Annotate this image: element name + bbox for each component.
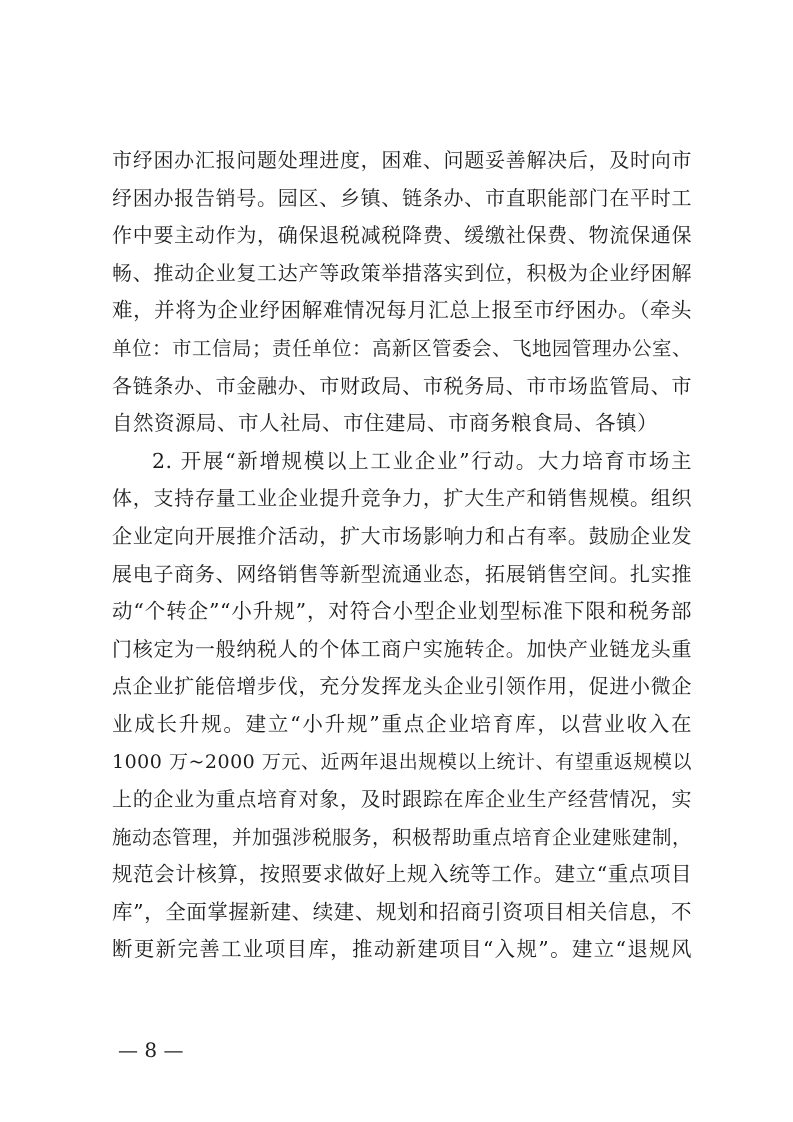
text-line: 畅、推动企业复工达产等政策举措落实到位，积极为企业纾困解 bbox=[112, 260, 692, 285]
paragraph-start-line: 2. 开展“新增规模以上工业企业”行动。大力培育市场主 bbox=[152, 448, 692, 473]
text-line: 点企业扩能倍增步伐，充分发挥龙头企业引领作用，促进小微企 bbox=[112, 674, 692, 699]
text-line: 库”，全面掌握新建、续建、规划和招商引资项目相关信息，不 bbox=[112, 899, 692, 924]
text-line: 市纾困办汇报问题处理进度，困难、问题妥善解决后，及时向市 bbox=[112, 148, 692, 172]
text-line: 规范会计核算，按照要求做好上规入统等工作。建立“重点项目 bbox=[112, 862, 692, 887]
text-line: 动“个转企”“小升规”，对符合小型企业划型标准下限和税务部 bbox=[112, 599, 692, 624]
text-line: 企业定向开展推介活动，扩大市场影响力和占有率。鼓励企业发 bbox=[112, 523, 692, 548]
text-line: 施动态管理，并加强涉税服务，积极帮助重点培育企业建账建制， bbox=[112, 825, 693, 849]
text-line: 上的企业为重点培育对象，及时跟踪在库企业生产经营情况，实 bbox=[112, 787, 692, 812]
text-line: 各链条办、市金融办、市财政局、市税务局、市市场监管局、市 bbox=[112, 373, 692, 398]
text-line: 作中要主动作为，确保退税减税降费、缓缴社保费、物流保通保 bbox=[112, 223, 692, 248]
text-line: 自然资源局、市人社局、市住建局、市商务粮食局、各镇） bbox=[112, 411, 658, 436]
text-line: 业成长升规。建立“小升规”重点企业培育库，以营业收入在 bbox=[112, 711, 692, 736]
text-line: 门核定为一般纳税人的个体工商户实施转企。加快产业链龙头重 bbox=[112, 636, 692, 661]
page-number: — 8 — bbox=[118, 1038, 184, 1062]
text-line: 体，支持存量工业企业提升竞争力，扩大生产和销售规模。组织 bbox=[112, 486, 692, 511]
text-line: 展电子商务、网络销售等新型流通业态，拓展销售空间。扎实推 bbox=[112, 561, 692, 586]
text-line: 断更新完善工业项目库，推动新建项目“入规”。建立“退规风 bbox=[112, 937, 692, 962]
text-line: 单位：市工信局；责任单位：高新区管委会、飞地园管理办公室、 bbox=[112, 336, 693, 360]
body-text bbox=[112, 142, 692, 969]
text-line: 1000 万~2000 万元、近两年退出规模以上统计、有望重返规模以 bbox=[112, 750, 692, 773]
text-line: 难，并将为企业纾困解难情况每月汇总上报至市纾困办。（牵头 bbox=[112, 298, 692, 323]
text-line: 纾困办报告销号。园区、乡镇、链条办、市直职能部门在平时工 bbox=[112, 185, 692, 210]
